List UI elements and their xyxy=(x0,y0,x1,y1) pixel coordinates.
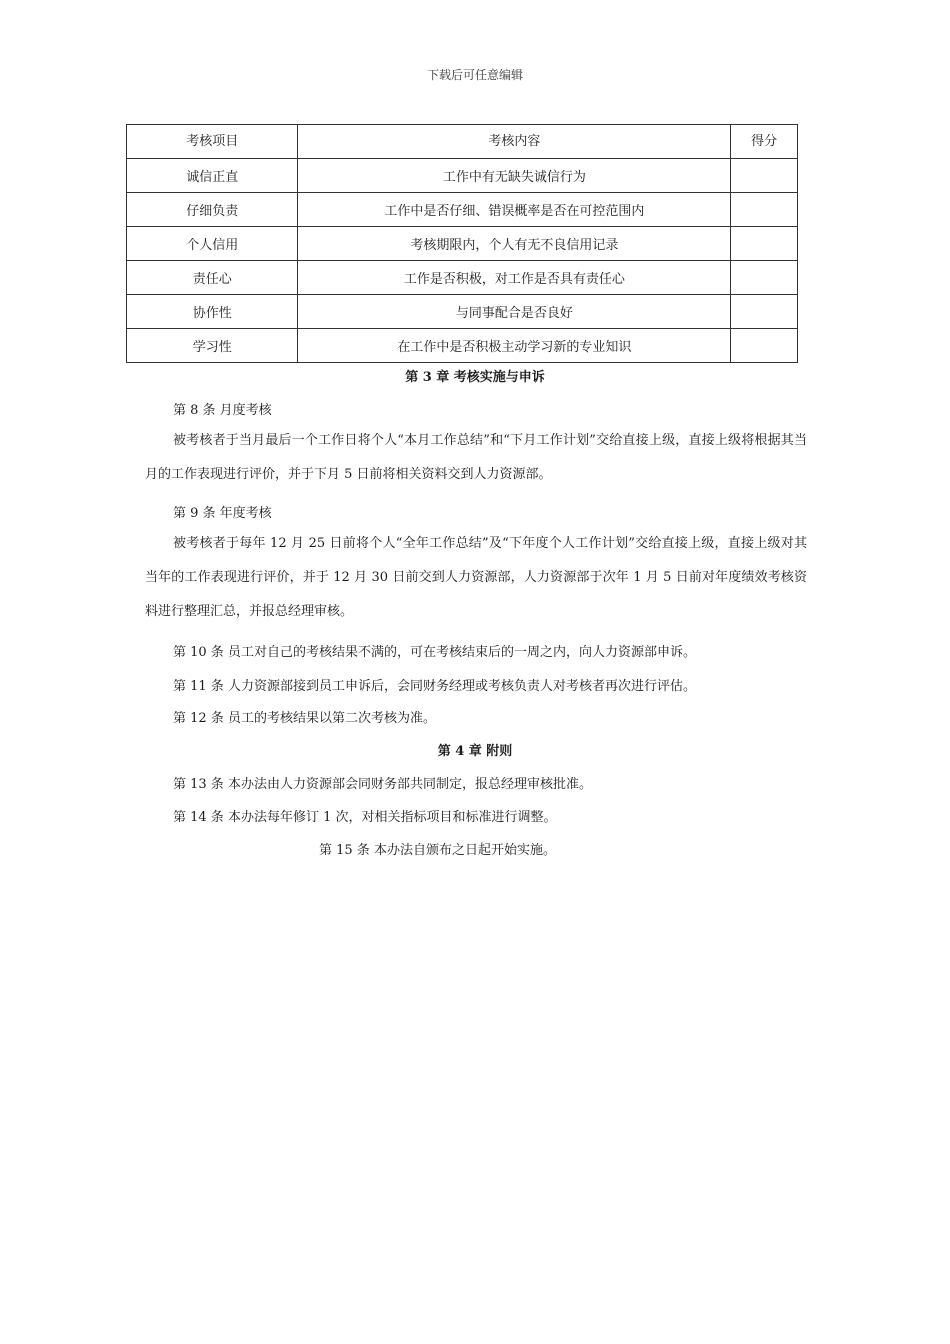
table-row xyxy=(127,261,798,295)
article-10: 第 10 条 员工对自己的考核结果不满的，可在考核结束后的一周之内，向人力资源部申诉。 xyxy=(173,645,696,660)
page-header: 下载后可任意编辑 xyxy=(426,68,523,82)
table-cell: 诚信正直 xyxy=(127,159,298,193)
score-cell xyxy=(731,329,798,363)
article-15: 第 15 条 本办法自颁布之日起开始实施。 xyxy=(319,843,556,858)
table-cell: 个人信用 xyxy=(127,227,298,261)
table-cell: 学习性 xyxy=(127,329,298,363)
article-9-body: 被考核者于每年 12 月 25 日前将个人“全年工作总结”及“下年度个人工作计划”交给直接上级，直接上级对其当年的工作表现进行评价，并于 12 月 30 日前交到人力资源部，人力资源部于次年 1 月 5 日前对年度绩效考核资料进行整理汇总，并报总经理审核。 xyxy=(145,536,807,619)
table-cell: 与同事配合是否良好 xyxy=(298,295,731,329)
table-row xyxy=(127,295,798,329)
table-cell: 责任心 xyxy=(127,261,298,295)
table-cell: 工作是否积极，对工作是否具有责任心 xyxy=(298,261,731,295)
table-row xyxy=(127,193,798,227)
table-cell: 工作中是否仔细、错误概率是否在可控范围内 xyxy=(298,193,731,227)
table-cell: 协作性 xyxy=(127,295,298,329)
table-header-row xyxy=(127,125,798,159)
assessment-table xyxy=(126,124,798,363)
column-header: 得分 xyxy=(731,125,798,159)
table-cell: 仔细负责 xyxy=(127,193,298,227)
column-header: 考核项目 xyxy=(127,125,298,159)
column-header: 考核内容 xyxy=(298,125,731,159)
article-12: 第 12 条 员工的考核结果以第二次考核为准。 xyxy=(173,711,436,726)
score-cell xyxy=(731,193,798,227)
score-cell xyxy=(731,159,798,193)
table-row xyxy=(127,329,798,363)
score-cell xyxy=(731,227,798,261)
table-row xyxy=(127,227,798,261)
table-cell: 考核期限内，个人有无不良信用记录 xyxy=(298,227,731,261)
table-cell: 工作中有无缺失诚信行为 xyxy=(298,159,731,193)
chapter-3-heading: 第 3 章 考核实施与申诉 xyxy=(405,370,545,385)
score-cell xyxy=(731,295,798,329)
article-14: 第 14 条 本办法每年修订 1 次，对相关指标项目和标准进行调整。 xyxy=(173,810,557,825)
article-13: 第 13 条 本办法由人力资源部会同财务部共同制定，报总经理审核批准。 xyxy=(173,777,592,792)
article-8-body: 被考核者于当月最后一个工作日将个人“本月工作总结”和“下月工作计划”交给直接上级，直接上级将根据其当月的工作表现进行评价，并于下月 5 日前将相关资料交到人力资源部。 xyxy=(145,433,807,482)
score-cell xyxy=(731,261,798,295)
article-8-title: 第 8 条 月度考核 xyxy=(173,403,272,418)
table-row xyxy=(127,159,798,193)
article-9-title: 第 9 条 年度考核 xyxy=(173,506,272,521)
table-cell: 在工作中是否积极主动学习新的专业知识 xyxy=(298,329,731,363)
chapter-4-heading: 第 4 章 附则 xyxy=(437,744,513,759)
article-11: 第 11 条 人力资源部接到员工申诉后，会同财务经理或考核负责人对考核者再次进行评估。 xyxy=(173,679,696,694)
